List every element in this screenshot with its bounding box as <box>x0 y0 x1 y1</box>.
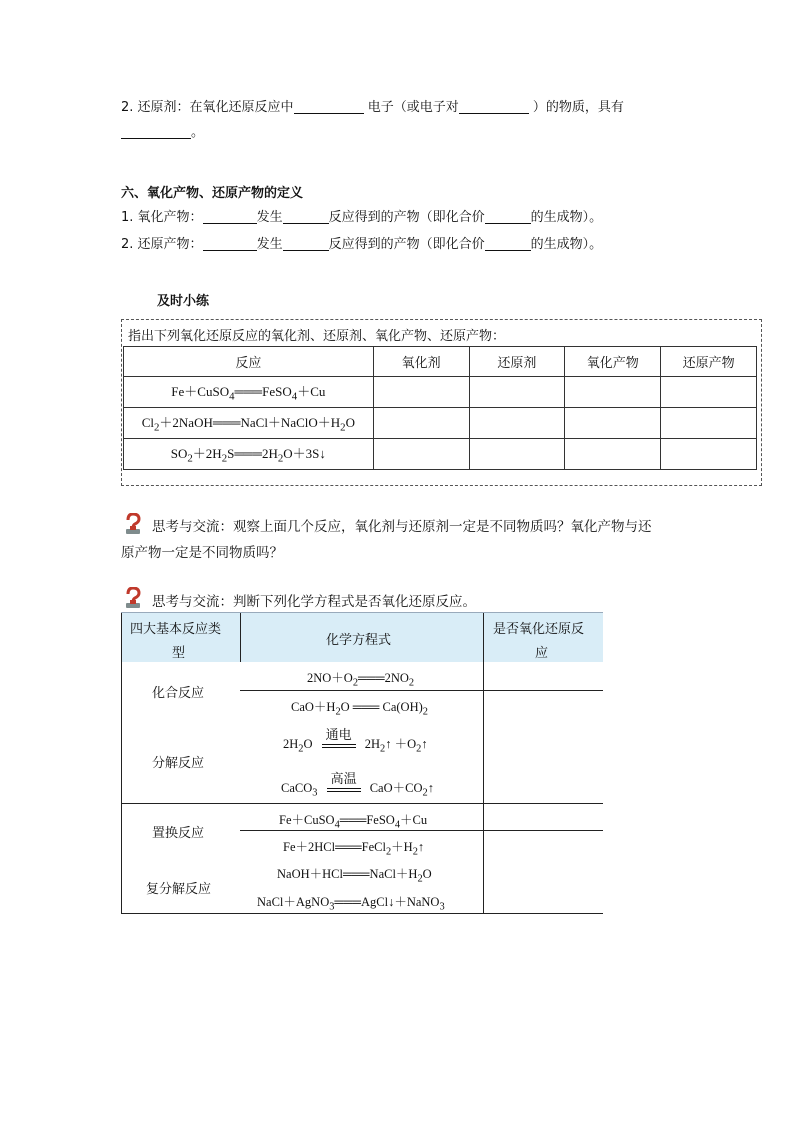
table-row <box>124 439 757 470</box>
question-icon <box>124 587 142 609</box>
answer-cell[interactable] <box>484 691 603 803</box>
answer-cell[interactable] <box>565 439 661 470</box>
column-header: 型 <box>172 646 186 661</box>
blank-field[interactable] <box>203 209 257 224</box>
reducing-agent-definition-cont: 。 <box>121 121 204 140</box>
answer-cell[interactable] <box>373 408 469 439</box>
blank-field[interactable] <box>485 209 531 224</box>
reaction-type: 化合反应 <box>152 686 205 701</box>
think-discuss-2: 思考与交流：判断下列化学方程式是否氧化还原反应。 <box>152 594 476 610</box>
chemical-equation: NaCl＋AgNO$_3$═══AgCl↓＋NaNO$_3$ <box>257 895 445 913</box>
reaction-equation: Fe＋CuSO$_4$═══FeSO$_4$＋Cu <box>124 377 374 408</box>
chemical-equation: $2NO+O_2═══2NO_2$ <box>307 671 415 689</box>
answer-cell[interactable] <box>373 377 469 408</box>
answer-cell[interactable] <box>661 377 757 408</box>
answer-cell[interactable] <box>484 804 603 830</box>
answer-cell[interactable] <box>484 831 603 913</box>
answer-cell[interactable] <box>565 377 661 408</box>
question-icon <box>124 513 142 535</box>
answer-cell[interactable] <box>565 408 661 439</box>
oxidation-product-definition: 1. 氧化产物： 发生 反应得到的产物（即化合价 的生成物）。 <box>121 210 603 225</box>
answer-cell[interactable] <box>469 377 565 408</box>
practice-instruction: 指出下列氧化还原反应的氧化剂、还原剂、氧化产物、还原产物： <box>128 329 506 344</box>
blank-field[interactable] <box>283 236 329 251</box>
blank-field[interactable] <box>283 209 329 224</box>
reducing-agent-definition: 2. 还原剂：在氧化还原反应中 电子（或电子对 ）的物质，具有 <box>121 100 624 115</box>
answer-cell[interactable] <box>373 439 469 470</box>
chemical-equation: $NaOH+HCl═══NaCl+H_2O$ <box>277 867 432 885</box>
item-number: 2. <box>121 100 134 115</box>
blank-field[interactable] <box>121 124 191 139</box>
column-header: 氧化产物 <box>565 347 661 377</box>
reaction-type: 分解反应 <box>152 756 205 771</box>
think-discuss-1: 思考与交流：观察上面几个反应，氧化剂与还原剂一定是不同物质吗？氧化产物与还 <box>152 519 652 535</box>
chemical-equation: Fe＋CuSO$_4$═══FeSO$_4$＋Cu <box>279 813 428 831</box>
blank-field[interactable] <box>203 236 257 251</box>
reaction-condition: 高温 <box>330 772 357 787</box>
chemical-equation: $CaO+H_2O$ ═══ $Ca(OH)_2$ <box>291 700 428 718</box>
blank-field[interactable] <box>294 99 364 114</box>
column-header: 化学方程式 <box>326 633 392 648</box>
reaction-type: 置换反应 <box>152 826 205 841</box>
answer-cell[interactable] <box>661 408 757 439</box>
practice-table <box>123 346 757 470</box>
reaction-equation: $SO_2+2H_2S═══2H_2O+3S↓$ <box>124 439 374 470</box>
column-header: 氧化剂 <box>373 347 469 377</box>
table-row <box>124 408 757 439</box>
reaction-type: 复分解反应 <box>146 882 212 897</box>
blank-field[interactable] <box>459 99 529 114</box>
section-title: 六、氧化产物、还原产物的定义 <box>121 186 304 201</box>
column-header: 应 <box>535 646 549 661</box>
table-header-row <box>124 347 757 377</box>
table-row <box>124 377 757 408</box>
answer-cell[interactable] <box>484 663 603 690</box>
answer-cell[interactable] <box>661 439 757 470</box>
column-header: 还原产物 <box>661 347 757 377</box>
column-header: 是否氧化还原反 <box>493 622 585 637</box>
column-header: 四大基本反应类 <box>130 622 222 637</box>
answer-cell[interactable] <box>469 439 565 470</box>
reduction-product-definition: 2. 还原产物： 发生 反应得到的产物（即化合价 的生成物）。 <box>121 237 603 252</box>
reaction-equation: $Cl_2+2NaOH═══NaCl+NaClO+H_2O$ <box>124 408 374 439</box>
chemical-equation: $2H_2O$ 通电 $2H_2↑$ $+O_2↑$ <box>283 734 428 755</box>
chemical-equation: CaCO$_3$ 高温 $CaO+CO_2↑$ <box>281 778 434 799</box>
practice-heading: 及时小练 <box>157 294 210 309</box>
answer-cell[interactable] <box>469 408 565 439</box>
think-discuss-1-cont: 原产物一定是不同物质吗？ <box>121 545 283 561</box>
chemical-equation: $Fe+2HCl═══FeCl_2+H_2↑$ <box>283 840 425 858</box>
column-header: 还原剂 <box>469 347 565 377</box>
reaction-condition: 通电 <box>325 728 352 743</box>
column-header: 反应 <box>124 347 374 377</box>
blank-field[interactable] <box>485 236 531 251</box>
reaction-type-table <box>121 612 603 914</box>
